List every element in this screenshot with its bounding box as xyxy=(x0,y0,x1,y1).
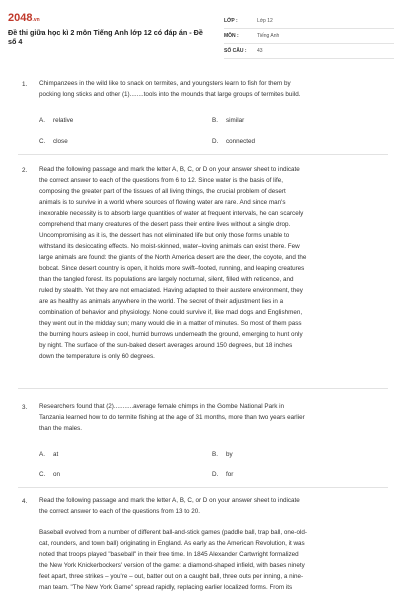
text-line: Uncompromising as it is, the dessert has not eliminated life but only those forms unable to xyxy=(39,232,290,239)
question-text xyxy=(39,401,387,434)
option-text: at xyxy=(53,451,59,458)
passage-line: man team. "The New York Game" spread rapidly, replacing earlier localized forms. From its xyxy=(39,584,293,591)
text-line: Chimpanzees in the wild like to snack on termites, and youngsters learn to fish for them by xyxy=(39,80,291,87)
text-line: by night. The surface of the sun-baked desert averages around 150 degrees, but 18 inches xyxy=(39,342,293,349)
answer-option-a[interactable] xyxy=(39,117,73,124)
passage-line: feet apart, three strikes – you're – out, batter out on a caught ball, three outs per inning, a nine- xyxy=(39,573,304,580)
text-line: combination of behavior and physiology. None could survive if, like mad dogs and Englishmen, xyxy=(39,309,303,316)
text-line: the correct answer to each of the questions from 13 to 20. xyxy=(39,508,201,515)
option-text: on xyxy=(53,471,61,478)
text-line: composing the greater part of the tissues of all living things, the crucial problem of desert xyxy=(39,188,286,195)
meta-row-subject xyxy=(224,29,394,44)
page-header xyxy=(0,0,400,62)
option-letter: A. xyxy=(39,117,45,124)
meta-value: Tiếng Anh xyxy=(257,33,280,39)
question-number: 4. xyxy=(22,498,28,505)
passage-line: cat, rounders, and town ball) originating in England. As early as the American Revolution, it was xyxy=(39,540,305,547)
text-line: than the tangled forest. Its populations are largely nocturnal, silent, filled with reticence, and xyxy=(39,276,294,283)
text-line: large animals are found: the giants of the North America desert are the deer, the coyote, and the xyxy=(39,254,307,261)
answer-option-b[interactable] xyxy=(212,117,244,124)
meta-key: MÔN : xyxy=(224,33,239,39)
meta-value: 43 xyxy=(257,48,263,54)
option-text: for xyxy=(226,471,234,478)
option-letter: D. xyxy=(212,471,219,478)
answer-option-c[interactable] xyxy=(39,471,60,478)
question-divider xyxy=(18,154,388,155)
option-text: relative xyxy=(53,117,74,124)
text-line: Read the following passage and mark the letter A, B, C, or D on your answer sheet to indicate xyxy=(39,497,300,504)
passage-line: the New York Knickerbockers' version of the game: a diamond-shaped infield, with bases ninety xyxy=(39,562,305,569)
option-letter: C. xyxy=(39,138,46,145)
passage-line: Baseball evolved from a number of different ball-and-stick games (paddle ball, trap ball, one-old- xyxy=(39,529,307,536)
text-line: are as healthy as animals anywhere in the world. The secret of their adjustment lies in a xyxy=(39,298,284,305)
text-line: animals is to survive in a world where sources of flowing water are rare. And since man's xyxy=(39,199,286,206)
meta-key: LỚP : xyxy=(224,18,238,24)
question-text xyxy=(39,495,387,517)
answer-option-d[interactable] xyxy=(212,471,233,478)
option-letter: C. xyxy=(39,471,46,478)
logo-domain: .vn xyxy=(32,17,40,23)
option-text: similar xyxy=(226,117,245,124)
answer-option-a[interactable] xyxy=(39,451,58,458)
text-line: bobcat. Since desert country is open, it holds more swift–footed, running, and leaping creatures xyxy=(39,265,305,272)
text-line: withstand its desiccating effects. No moist-skinned, water–loving animals can exist there. Few xyxy=(39,243,300,250)
text-line: the burning hours asleep in cool, humid burrows underneath the ground, emerging to hunt only xyxy=(39,331,303,338)
text-line: they went out in the midday sun; many would die in a matter of minutes. So most of them pass xyxy=(39,320,302,327)
text-line: than the males. xyxy=(39,425,83,432)
text-line: down the temperature is only 60 degrees. xyxy=(39,353,155,360)
exam-meta-table xyxy=(224,14,394,59)
meta-key: SỐ CÂU : xyxy=(224,48,247,54)
question-text xyxy=(39,78,387,100)
logo-text: 2048 xyxy=(8,12,33,24)
text-line: comprehend that many creatures of the desert pass their entire lives without a single drop. xyxy=(39,221,291,228)
option-text: close xyxy=(53,138,68,145)
reading-passage xyxy=(39,527,387,593)
meta-value: Lớp 12 xyxy=(257,18,273,24)
site-logo[interactable] xyxy=(8,12,40,24)
option-letter: D. xyxy=(212,138,219,145)
answer-option-c[interactable] xyxy=(39,138,68,145)
answer-option-b[interactable] xyxy=(212,451,233,458)
question-text xyxy=(39,164,387,362)
meta-row-class xyxy=(224,14,394,29)
passage-line: noted that troops played "baseball" in their free time. In 1845 Alexander Cartwright formalized xyxy=(39,551,299,558)
option-text: by xyxy=(226,451,233,458)
question-divider xyxy=(18,487,388,488)
text-line: pocking long sticks and other (1)........tools into the mounds that large groups of termites build. xyxy=(39,91,301,98)
text-line: the correct answer to each of the questions from 6 to 12. Since water is the basis of life, xyxy=(39,177,283,184)
option-letter: A. xyxy=(39,451,45,458)
text-line: ruled by stealth. Yet they are not emaciated. Having adapted to their austere environment, they xyxy=(39,287,303,294)
option-letter: B. xyxy=(212,117,218,124)
answer-option-d[interactable] xyxy=(212,138,255,145)
text-line: Researchers found that (2)...........average female chimps in the Gombe National Park in xyxy=(39,403,284,410)
option-letter: B. xyxy=(212,451,218,458)
question-number: 1. xyxy=(22,81,28,88)
question-number: 2. xyxy=(22,167,28,174)
exam-title: Đề thi giữa học kì 2 môn Tiếng Anh lớp 12 có đáp án - Đề số 4 xyxy=(8,28,203,46)
option-text: connected xyxy=(226,138,256,145)
question-divider xyxy=(18,388,388,389)
text-line: inexorable necessity is to absorb large quantities of water at frequent intervals, he can scarcely xyxy=(39,210,304,217)
text-line: Tanzania learned how to do termite fishing at the age of 31 months, more than two years earlier xyxy=(39,414,305,421)
text-line: Read the following passage and mark the letter A, B, C, or D on your answer sheet to indicate xyxy=(39,166,300,173)
question-number: 3. xyxy=(22,404,28,411)
meta-row-question-count xyxy=(224,44,394,59)
